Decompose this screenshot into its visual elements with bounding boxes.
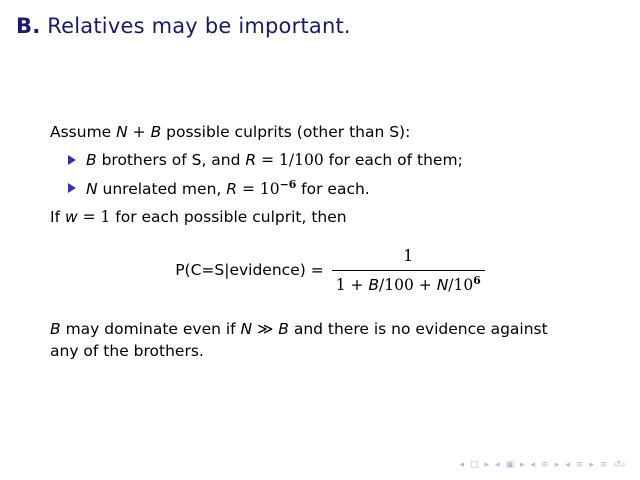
formula-denominator [332,270,485,296]
section-icon: ≡ [575,460,584,470]
bullet-text: unrelated men, [97,180,227,198]
culprit-list [68,150,610,200]
slide-title [16,14,351,38]
conclusion-paragraph [50,318,610,363]
slide-title-number: B. [16,14,41,38]
slide-title-text: Relatives may be important. [47,14,351,38]
formula-fraction [332,246,485,296]
conclusion-line-1 [50,318,610,340]
bullet-tail: for each of them; [323,150,463,169]
conclusion-text-2: and there is no evidence against [288,319,548,338]
bullet-var: B [86,150,97,169]
slide-next-icon[interactable]: ▸ [484,460,490,470]
slide-body [50,122,610,363]
frame-next-icon[interactable]: ▸ [520,460,525,470]
subsection-icon: ≡ [541,460,549,470]
condition-var-w: w [64,207,78,226]
den-var-b: B [368,275,380,294]
den-part-2: /100 + [379,275,437,294]
condition-tail: for each possible culprit, then [110,207,347,226]
intro-tail: possible culprits (other than S): [161,123,411,141]
probability-formula [50,246,610,296]
beamer-navigation-bar [459,460,626,470]
den-var-n: N [436,275,449,294]
condition-lead: If [50,207,65,226]
conclusion-var-b2: B [278,319,289,338]
bullet-exponent: −6 [279,177,297,191]
frame-icon: ▣ [505,460,515,470]
search-icon[interactable]: ↺⌕ [613,460,626,470]
bullet-tail: for each. [296,180,370,198]
frame-prev-icon[interactable]: ◂ [495,460,500,470]
bullet-triangle-icon [68,155,76,165]
bullet-var-r: R [226,180,238,198]
den-part-1: 1 + [335,275,369,294]
bullet-eq: = 1/100 [256,150,324,169]
section-prev-icon[interactable]: ◂ [565,460,570,470]
bullet-eq: = 10 [237,180,280,198]
formula-lhs: P(C=S|evidence) = [175,261,324,280]
intro-lead: Assume [50,123,117,141]
bullet-var: N [86,180,98,198]
conclusion-relation: ≫ [252,319,279,338]
conclusion-var-n: N [240,319,253,338]
intro-plus: + [127,123,151,141]
conclusion-var-b: B [50,319,61,338]
section-next-icon[interactable]: ▸ [589,460,594,470]
intro-line [50,122,610,143]
subsection-prev-icon[interactable]: ◂ [530,460,536,470]
condition-eq: = 1 [77,207,111,226]
intro-var-b: B [150,123,162,141]
bullet-text: brothers of S, and [96,150,246,169]
condition-line [50,207,610,228]
conclusion-text-1: may dominate even if [60,319,241,338]
slide-prev-icon[interactable]: ◂ [459,460,465,470]
formula-numerator: 1 [403,246,414,265]
list-item-unrelated [68,178,610,200]
subsection-next-icon[interactable]: ▸ [554,460,560,470]
bullet-var-r: R [245,150,257,169]
intro-var-n: N [116,123,128,141]
bullet-triangle-icon [68,183,76,193]
list-item-brothers [68,150,610,171]
den-part-3: /10 [448,275,474,294]
den-exponent: 6 [473,273,481,287]
conclusion-line-2: any of the brothers. [50,342,204,361]
slide-frame-icon: □ [470,460,479,470]
align-icon[interactable]: ≡ [599,460,608,470]
